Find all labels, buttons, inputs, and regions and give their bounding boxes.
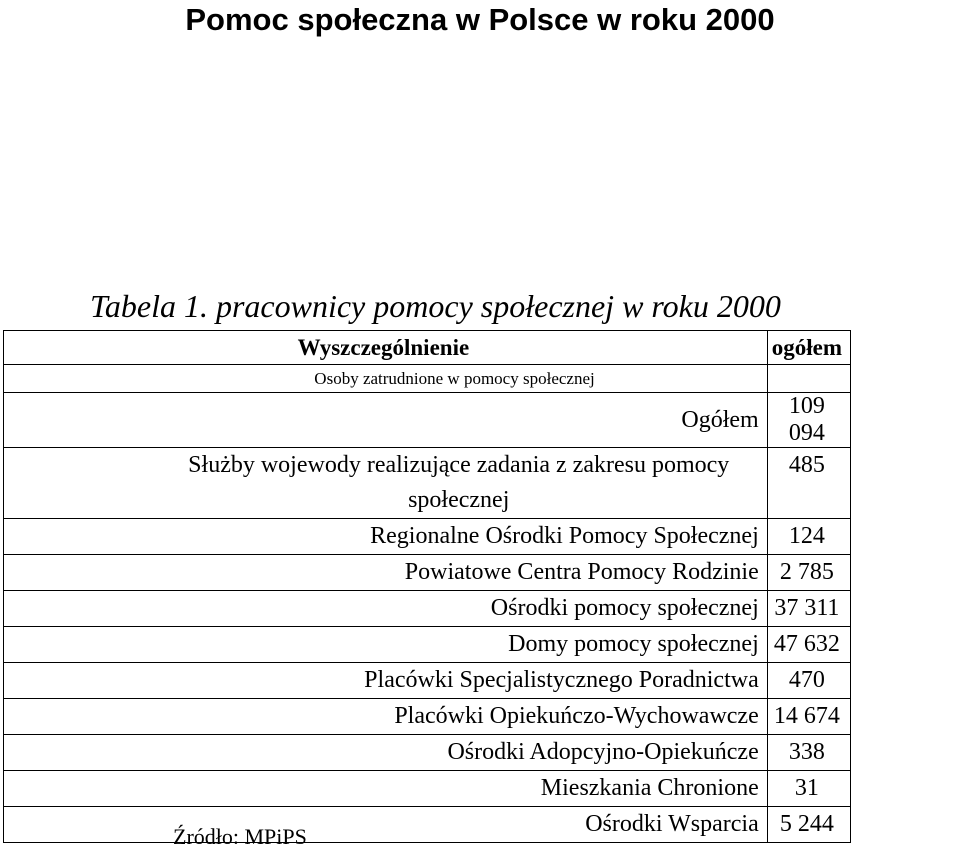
row-value: 47 632 <box>767 627 850 663</box>
table-caption: Tabela 1. pracownicy pomocy społecznej w roku 2000 <box>90 288 781 324</box>
row-value: 470 <box>767 663 850 699</box>
table-row <box>4 519 851 555</box>
row-label: Regionalne Ośrodki Pomocy Społecznej <box>4 519 768 555</box>
header-total: ogółem <box>767 331 850 365</box>
row-label-text: Służby wojewody realizujące zadania z zakresu pomocy społecznej <box>188 452 730 513</box>
subheader-empty-cell <box>767 365 850 393</box>
row-label: Ośrodki pomocy społecznej <box>4 591 768 627</box>
row-label: Mieszkania Chronione <box>4 771 768 807</box>
row-value: 5 244 <box>767 807 850 843</box>
table-row <box>4 807 851 843</box>
table-row <box>4 735 851 771</box>
row-value: 109 094 <box>767 393 850 448</box>
table-row <box>4 663 851 699</box>
table-row <box>4 555 851 591</box>
row-label: Powiatowe Centra Pomocy Rodzinie <box>4 555 768 591</box>
row-value: 2 785 <box>767 555 850 591</box>
data-table <box>3 330 851 843</box>
row-label: Ośrodki Wsparcia <box>4 807 768 843</box>
table-row <box>4 448 851 519</box>
row-value: 31 <box>767 771 850 807</box>
row-label: Ogółem <box>4 393 768 448</box>
row-value: 124 <box>767 519 850 555</box>
table-row <box>4 591 851 627</box>
row-value: 14 674 <box>767 699 850 735</box>
subheader-label: Osoby zatrudnione w pomocy społecznej <box>4 365 768 393</box>
page-title: Pomoc społeczna w Polsce w roku 2000 <box>185 2 775 37</box>
table-row <box>4 771 851 807</box>
table-subheader-row <box>4 365 851 393</box>
row-value: 338 <box>767 735 850 771</box>
table-header-row <box>4 331 851 365</box>
row-label <box>4 448 768 519</box>
row-value: 37 311 <box>767 591 850 627</box>
row-label: Placówki Specjalistycznego Poradnictwa <box>4 663 768 699</box>
row-label: Ośrodki Adopcyjno-Opiekuńcze <box>4 735 768 771</box>
row-label: Placówki Opiekuńczo-Wychowawcze <box>4 699 768 735</box>
table-row <box>4 393 851 448</box>
table-row <box>4 627 851 663</box>
row-label: Domy pomocy społecznej <box>4 627 768 663</box>
source-note: Źródło: MPiPS <box>173 824 307 849</box>
table-row <box>4 699 851 735</box>
row-value: 485 <box>767 448 850 519</box>
header-description: Wyszczególnienie <box>4 331 768 365</box>
